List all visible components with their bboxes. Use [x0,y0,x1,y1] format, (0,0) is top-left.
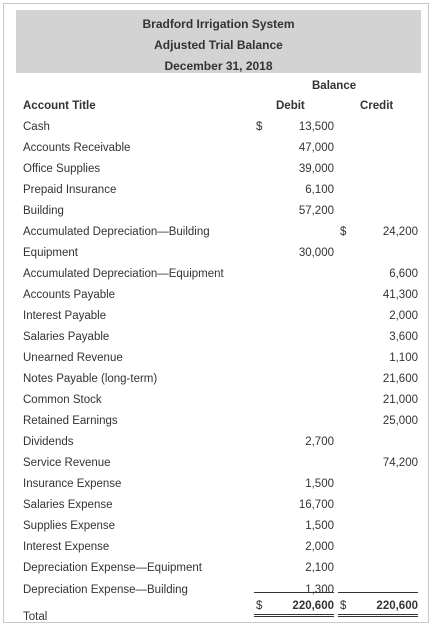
credit-amount: 21,600 [382,373,418,385]
account-title: Insurance Expense [23,478,122,490]
account-title: Common Stock [23,394,102,406]
account-title: Building [23,205,64,217]
statement-header [16,10,421,73]
credit-heading: Credit [360,100,394,112]
account-title: Dividends [23,436,74,448]
credit-amount: 25,000 [382,415,418,427]
account-title: Accumulated Depreciation—Equipment [23,268,224,280]
debit-amount: 2,700 [305,436,334,448]
account-title: Notes Payable (long-term) [23,373,158,385]
account-title: Prepaid Insurance [23,184,117,196]
credit-amount: 74,200 [382,457,418,469]
account-title: Accumulated Depreciation—Building [23,226,210,238]
total-credit-currency-symbol: $ [340,600,347,612]
total-label: Total [23,611,48,623]
debit-subtotal-rule [254,592,334,593]
credit-amount: 1,100 [389,352,418,364]
debit-amount: 13,500 [298,121,334,133]
account-title: Equipment [23,247,78,259]
account-title: Office Supplies [23,163,101,175]
account-title: Interest Expense [23,541,110,553]
account-title: Salaries Expense [23,499,113,511]
debit-amount: 47,000 [298,142,334,154]
statement-title: Adjusted Trial Balance [154,38,283,52]
debit-amount: 6,100 [305,184,334,196]
account-title: Interest Payable [23,310,107,322]
balance-heading: Balance [312,80,357,92]
credit-total-double-rule [338,614,418,617]
debit-amount: 30,000 [298,247,334,259]
total-credit: 220,600 [376,600,418,612]
debit-currency-symbol: $ [256,121,263,133]
account-title: Cash [23,121,50,133]
debit-amount: 2,100 [305,562,334,574]
debit-heading: Debit [276,100,305,112]
statement-date: December 31, 2018 [164,59,273,73]
account-title: Unearned Revenue [23,352,123,364]
debit-amount: 57,200 [298,205,334,217]
debit-amount: 2,000 [305,541,334,553]
debit-amount: 16,700 [298,499,334,511]
credit-amount: 3,600 [389,331,418,343]
company-name: Bradford Irrigation System [142,17,295,31]
account-title: Service Revenue [23,457,111,469]
account-title: Supplies Expense [23,520,116,532]
account-title: Depreciation Expense—Equipment [23,562,202,574]
account-title-heading: Account Title [23,100,96,112]
credit-amount: 21,000 [382,394,418,406]
debit-amount: 1,300 [305,584,334,596]
debit-total-double-rule [254,614,334,617]
credit-amount: 41,300 [382,289,418,301]
credit-currency-symbol: $ [340,226,347,238]
account-title: Retained Earnings [23,415,118,427]
total-debit-currency-symbol: $ [256,600,263,612]
debit-amount: 1,500 [305,478,334,490]
credit-amount: 24,200 [382,226,418,238]
debit-amount: 39,000 [298,163,334,175]
account-title: Depreciation Expense—Building [23,584,188,596]
total-debit: 220,600 [292,600,334,612]
credit-amount: 6,600 [389,268,418,280]
account-title: Accounts Payable [23,289,116,301]
credit-subtotal-rule [338,592,418,593]
trial-balance-frame [3,3,429,623]
account-title: Salaries Payable [23,331,110,343]
account-title: Accounts Receivable [23,142,131,154]
credit-amount: 2,000 [389,310,418,322]
debit-amount: 1,500 [305,520,334,532]
